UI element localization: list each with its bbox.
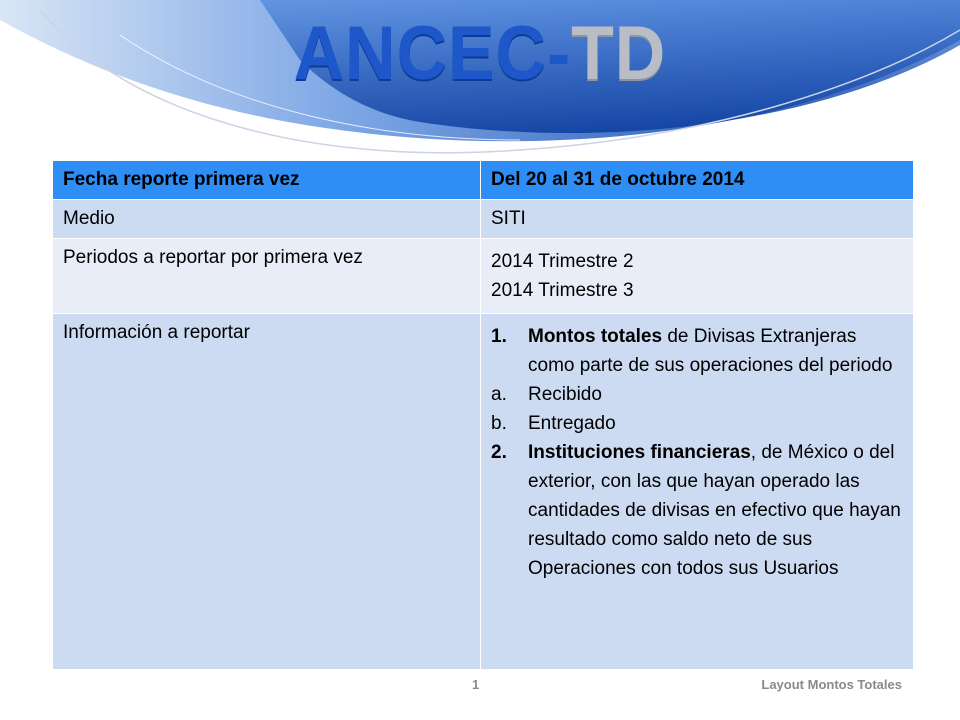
list-item-strong: Instituciones financieras xyxy=(528,442,751,463)
list-item xyxy=(491,380,903,409)
row-label: Información a reportar xyxy=(53,314,481,670)
logo xyxy=(38,12,921,96)
header-cell-value: Del 20 al 31 de octubre 2014 xyxy=(481,161,914,200)
list-marker: 1. xyxy=(491,326,507,347)
list-item-strong: Montos totales xyxy=(528,326,663,347)
list-marker: 2. xyxy=(491,442,507,463)
logo-main-text: ANCEC xyxy=(293,11,547,96)
list-item-text: de Divisas Extranjeras como parte de sus operaciones del periodo xyxy=(528,326,893,376)
list-item xyxy=(491,322,903,380)
table-row xyxy=(53,200,914,239)
list-item-text: , de México o del exterior, con las que hayan operado las cantidades de divisas en efectivo que hayan resultado como saldo neto de sus Operaciones con todos sus Usuarios xyxy=(528,442,901,579)
table-row xyxy=(53,239,914,314)
info-table xyxy=(52,160,914,670)
table-row xyxy=(53,314,914,670)
list-item-text: Recibido xyxy=(528,384,602,405)
list-item xyxy=(491,438,903,583)
logo-suffix-text: TD xyxy=(571,11,667,96)
table-header-row xyxy=(53,161,914,200)
header-cell-label: Fecha reporte primera vez xyxy=(53,161,481,200)
row-label: Medio xyxy=(53,200,481,239)
row-label: Periodos a reportar por primera vez xyxy=(53,239,481,314)
logo-separator: - xyxy=(546,11,572,96)
period-line: 2014 Trimestre 3 xyxy=(491,280,634,301)
page-number: 1 xyxy=(472,677,480,692)
report-items-list xyxy=(491,322,903,583)
list-item-text: Entregado xyxy=(528,413,616,434)
list-marker: b. xyxy=(491,413,507,434)
row-value xyxy=(481,239,914,314)
footer-title: Layout Montos Totales xyxy=(761,677,902,692)
row-value: SITI xyxy=(481,200,914,239)
period-line: 2014 Trimestre 2 xyxy=(491,251,634,272)
row-value xyxy=(481,314,914,670)
list-item xyxy=(491,409,903,438)
list-marker: a. xyxy=(491,384,507,405)
